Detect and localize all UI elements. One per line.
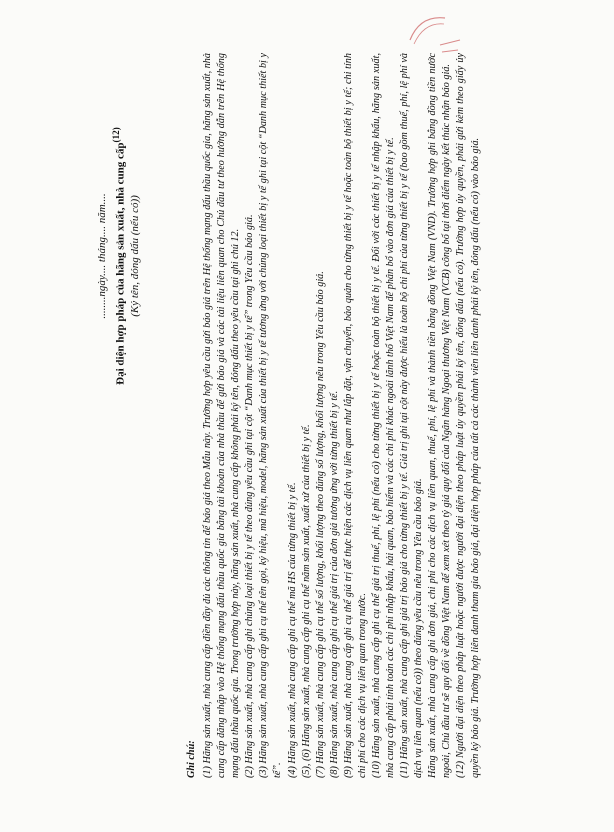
note-item: (4) Hãng sản xuất, nhà cung cấp ghi cụ thể mã HS của từng thiết bị y tế. xyxy=(286,482,298,778)
signatory-instruction: (Ký tên, đóng dấu (nếu có)) xyxy=(129,195,142,317)
signature-block xyxy=(95,66,143,446)
note-item: (1) Hãng sản xuất, nhà cung cấp điền đầy đủ các thông tin để báo giá theo Mẫu này. Trường hợp yêu cầu gửi báo giá trên Hệ thống mạng đấu thầu quốc gia, hãng sản xuất, nhà cung cấp đăng nhập vào Hệ thống mạng đấu thầu quốc gia bằng tài khoản của nhà thầu để gửi báo giá và các tài liệu liên quan cho Chủ đầu tư theo hướng dẫn trên Hệ thống mạng đấu thầu quốc gia. Trong trường hợp này, hãng sản xuất, nhà cung cấp không phải ký tên, đóng dấu theo yêu cầu tại ghi chú 12. xyxy=(202,53,242,778)
notes-heading: Ghi chú: xyxy=(186,740,197,778)
rotated-content xyxy=(67,46,547,786)
note-item: (5), (6) Hãng sản xuất, nhà cung cấp ghi cụ thể năm sản xuất, xuất xứ của thiết bị y tế. xyxy=(300,424,312,778)
signatory-title-footnote: (12) xyxy=(111,127,122,143)
note-item: Hãng sản xuất, nhà cung cấp ghi đơn giá, chi phí cho các dịch vụ liên quan, thuế, phí, lệ phí và thành tiền bằng đồng Việt Nam (VND). Trường hợp ghi bằng đồng tiền nước ngoài, Chủ đầu tư sẽ quy đổi về đồng Việt Nam để xem xét theo tỷ giá quy đổi của Ngân hàng Ngoại thương Việt Nam (VCB) công bố tại thời điểm ngày kết thúc nhận báo giá. xyxy=(427,53,453,778)
signatory-title-text: Đại diện hợp pháp của hãng sản xuất, nhà cung cấp xyxy=(114,142,127,385)
signatory-title xyxy=(111,66,128,446)
note-item: (3) Hãng sản xuất, nhà cung cấp ghi cụ thể tên gọi, ký hiệu, mã hiệu, model, hãng sản xuất của thiết bị y tế tương ứng với chủng loại thiết bị y tế ghi tại cột “Danh mục thiết bị y tế”. xyxy=(258,53,284,778)
note-item: (12) Người đại diện theo pháp luật hoặc người được người đại diện theo pháp luật ủy quyền phải ký tên, đóng dấu (nếu có). Trường hợp ủy quyền, phải gửi kèm theo giấy ủy quyền ký báo giá. Trường hợp liên danh tham gia báo giá, đại diện hợp pháp của tất cả các thành viên liên danh phải ký tên, đóng dấu (nếu có) vào báo giá. xyxy=(455,53,481,778)
notes-section xyxy=(185,53,483,778)
note-item: (8) Hãng sản xuất, nhà cung cấp ghi cụ thể giá trị của đơn giá tương ứng với từng thiết bị y tế. xyxy=(328,390,340,778)
note-item: (2) Hãng sản xuất, nhà cung cấp ghi chủng loại thiết bị y tế theo đúng yêu cầu ghi tại cột “Danh mục thiết bị y tế” trong Yêu cầu báo giá. xyxy=(244,214,256,778)
note-item: (10) Hãng sản xuất, nhà cung cấp ghi cụ thể giá trị thuế, phí, lệ phí (nếu có) cho từng thiết bị y tế hoặc toàn bộ thiết bị y tế. Đối với các thiết bị y tế nhập khẩu, hãng sản xuất, nhà cung cấp phải tính toán các chi phí nhập khẩu, hải quan, bảo hiểm và các chi phí khác ngoài lãnh thổ Việt Nam để phân bổ vào đơn giá của thiết bị y tế. xyxy=(371,53,397,778)
note-item: (9) Hãng sản xuất, nhà cung cấp ghi cụ thể giá trị để thực hiện các dịch vụ liên quan như lắp đặt, vận chuyển, bảo quản cho từng thiết bị y tế hoặc toàn bộ thiết bị y tế; chi tính chi phí cho các dịch vụ liên quan trong nước. xyxy=(342,53,368,778)
note-item: (7) Hãng sản xuất, nhà cung cấp ghi cụ thể số lượng, khối lượng theo đúng số lượng, khối lượng nêu trong Yêu cầu báo giá. xyxy=(314,271,326,778)
note-item: (11) Hãng sản xuất, nhà cung cấp ghi giá trị báo giá cho từng thiết bị y tế. Giá trị ghi tại cột này được hiểu là toàn bộ chi phí của từng thiết bị y tế (bao gồm thuế, phí, lệ phí và dịch vụ liên quan (nếu có)) theo đúng yêu cầu nêu trong Yêu cầu báo giá. xyxy=(399,53,425,778)
date-line: ........ngày.... tháng.... năm.... xyxy=(96,193,108,319)
